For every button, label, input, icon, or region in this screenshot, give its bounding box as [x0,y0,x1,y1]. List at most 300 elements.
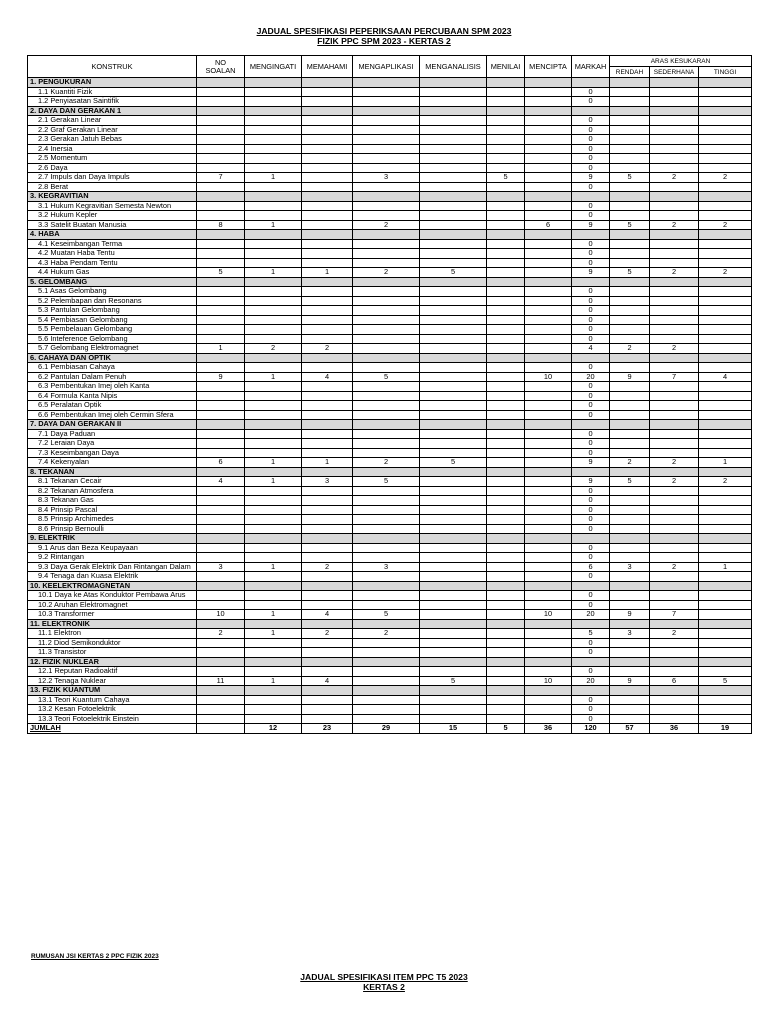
value-cell [699,629,752,639]
value-cell [302,496,353,506]
section-cell [487,230,525,240]
value-cell: 0 [572,211,610,221]
value-cell [699,116,752,126]
value-cell: 3 [302,477,353,487]
value-cell: 2 [650,458,699,468]
section-cell [487,657,525,667]
value-cell [610,334,650,344]
header-mencipta: MENCIPTA [525,56,572,78]
value-cell [610,315,650,325]
value-cell [610,116,650,126]
section-cell [420,192,487,202]
value-cell [699,382,752,392]
value-cell: 9 [610,676,650,686]
table-row [28,287,752,297]
value-cell [699,524,752,534]
section-cell [197,230,245,240]
value-cell [610,429,650,439]
section-cell [699,277,752,287]
section-cell [650,686,699,696]
value-cell [487,306,525,316]
section-cell [420,686,487,696]
value-cell: 0 [572,714,610,724]
value-cell [302,410,353,420]
value-cell [525,591,572,601]
section-cell [650,420,699,430]
value-cell [699,239,752,249]
section-cell [420,230,487,240]
value-cell [245,600,302,610]
value-cell [420,410,487,420]
total-cell: 12 [245,724,302,734]
value-cell [650,125,699,135]
value-cell [650,97,699,107]
value-cell [525,524,572,534]
table-row [28,600,752,610]
value-cell [610,515,650,525]
value-cell [699,87,752,97]
section-cell [699,619,752,629]
value-cell [302,705,353,715]
value-cell [420,600,487,610]
value-cell [197,258,245,268]
value-cell: 4 [699,372,752,382]
section-row [28,657,752,667]
total-label: JUMLAH [28,724,197,734]
value-cell [487,629,525,639]
value-cell [610,306,650,316]
value-cell [650,201,699,211]
section-cell [525,192,572,202]
value-cell [197,695,245,705]
value-cell [420,429,487,439]
value-cell [487,401,525,411]
value-cell [699,439,752,449]
value-cell [650,410,699,420]
value-cell [245,553,302,563]
value-cell [302,287,353,297]
table-row [28,543,752,553]
section-cell [572,467,610,477]
value-cell [487,515,525,525]
total-cell: 19 [699,724,752,734]
value-cell [699,154,752,164]
section-title: 9. ELEKTRIK [28,534,197,544]
value-cell [487,477,525,487]
value-cell [353,97,420,107]
konstruk-cell: 6.1 Pembiasan Cahaya [28,363,197,373]
value-cell [245,97,302,107]
section-cell [353,534,420,544]
value-cell [197,410,245,420]
section-cell [610,230,650,240]
value-cell [353,287,420,297]
section-cell [197,534,245,544]
value-cell [699,600,752,610]
value-cell: 9 [572,220,610,230]
value-cell [650,325,699,335]
konstruk-cell: 5.3 Pantulan Gelombang [28,306,197,316]
table-row [28,448,752,458]
value-cell [245,448,302,458]
value-cell [302,144,353,154]
value-cell [420,154,487,164]
value-cell [487,562,525,572]
value-cell [650,116,699,126]
value-cell: 2 [353,629,420,639]
value-cell [699,334,752,344]
section-title: 12. FIZIK NUKLEAR [28,657,197,667]
section-title: 8. TEKANAN [28,467,197,477]
konstruk-cell: 7.2 Leraian Daya [28,439,197,449]
table-row [28,695,752,705]
value-cell: 2 [353,458,420,468]
value-cell: 5 [610,477,650,487]
value-cell: 0 [572,163,610,173]
value-cell [525,439,572,449]
section-cell [487,686,525,696]
value-cell [610,211,650,221]
table-row [28,477,752,487]
konstruk-cell: 4.3 Haba Pendam Tentu [28,258,197,268]
value-cell [302,714,353,724]
value-cell [699,296,752,306]
value-cell: 0 [572,125,610,135]
section-cell [197,420,245,430]
value-cell: 0 [572,401,610,411]
value-cell [487,572,525,582]
value-cell [302,87,353,97]
value-cell [650,591,699,601]
value-cell: 0 [572,97,610,107]
value-cell: 3 [353,562,420,572]
value-cell [487,648,525,658]
value-cell [353,505,420,515]
value-cell [699,638,752,648]
value-cell [197,429,245,439]
value-cell [302,600,353,610]
konstruk-cell: 13.2 Kesan Fotoelektrik [28,705,197,715]
konstruk-cell: 2.7 Impuls dan Daya Impuls [28,173,197,183]
bottom-title: JADUAL SPESIFIKASI ITEM PPC T5 2023 [300,972,468,982]
section-cell [572,78,610,88]
value-cell [699,572,752,582]
value-cell [525,629,572,639]
section-cell [302,657,353,667]
table-row [28,610,752,620]
total-row [28,724,752,734]
section-cell [650,657,699,667]
value-cell [487,363,525,373]
value-cell [353,382,420,392]
table-row [28,211,752,221]
value-cell: 5 [353,610,420,620]
value-cell [245,315,302,325]
value-cell: 0 [572,135,610,145]
konstruk-cell: 3.1 Hukum Kegravitian Semesta Newton [28,201,197,211]
section-cell [420,657,487,667]
value-cell [420,524,487,534]
value-cell [525,296,572,306]
value-cell [420,135,487,145]
value-cell [197,163,245,173]
value-cell [245,363,302,373]
value-cell [302,220,353,230]
value-cell [650,429,699,439]
section-cell [572,420,610,430]
value-cell: 5 [572,629,610,639]
value-cell [197,572,245,582]
value-cell: 0 [572,154,610,164]
section-cell [245,353,302,363]
section-cell [487,192,525,202]
value-cell [610,249,650,259]
value-cell [525,363,572,373]
section-cell [197,78,245,88]
value-cell [610,163,650,173]
konstruk-cell: 2.4 Inersia [28,144,197,154]
value-cell [610,486,650,496]
footer-note: RUMUSAN JSI KERTAS 2 PPC FIZIK 2023 [31,953,159,960]
header-menganalisis: MENGANALISIS [420,56,487,78]
value-cell [420,505,487,515]
value-cell [610,201,650,211]
value-cell [353,638,420,648]
value-cell: 9 [610,372,650,382]
value-cell [650,705,699,715]
section-cell [525,230,572,240]
value-cell [610,258,650,268]
section-cell [302,230,353,240]
value-cell [353,543,420,553]
value-cell [245,334,302,344]
value-cell [353,334,420,344]
section-cell [245,686,302,696]
section-cell [572,581,610,591]
value-cell [245,486,302,496]
value-cell [525,249,572,259]
value-cell: 0 [572,287,610,297]
value-cell: 1 [197,344,245,354]
section-cell [525,467,572,477]
value-cell [245,325,302,335]
value-cell [302,239,353,249]
value-cell [699,135,752,145]
value-cell [610,401,650,411]
value-cell: 1 [245,372,302,382]
konstruk-cell: 2.5 Momentum [28,154,197,164]
section-cell [525,657,572,667]
value-cell [245,572,302,582]
section-cell [245,277,302,287]
total-cell: 15 [420,724,487,734]
value-cell [353,496,420,506]
section-title: 5. GELOMBANG [28,277,197,287]
section-cell [525,420,572,430]
section-cell [420,581,487,591]
value-cell [487,87,525,97]
value-cell: 1 [245,610,302,620]
value-cell [487,315,525,325]
value-cell [610,638,650,648]
value-cell [353,676,420,686]
value-cell [302,182,353,192]
section-cell [197,467,245,477]
value-cell: 2 [245,344,302,354]
value-cell: 2 [650,173,699,183]
value-cell [353,144,420,154]
value-cell [302,543,353,553]
value-cell [487,249,525,259]
value-cell [487,211,525,221]
table-row [28,638,752,648]
value-cell [420,201,487,211]
value-cell [245,705,302,715]
section-cell [572,619,610,629]
value-cell [610,705,650,715]
value-cell [610,505,650,515]
value-cell [610,287,650,297]
value-cell [487,239,525,249]
value-cell [353,515,420,525]
value-cell [197,334,245,344]
value-cell [420,629,487,639]
value-cell: 1 [302,458,353,468]
value-cell [302,667,353,677]
value-cell [699,182,752,192]
value-cell: 2 [302,344,353,354]
value-cell [699,496,752,506]
table-row [28,363,752,373]
value-cell [420,591,487,601]
value-cell [353,439,420,449]
value-cell [610,325,650,335]
section-cell [353,657,420,667]
value-cell [650,334,699,344]
value-cell [525,515,572,525]
konstruk-cell: 4.4 Hukum Gas [28,268,197,278]
konstruk-cell: 11.1 Elektron [28,629,197,639]
value-cell: 0 [572,363,610,373]
value-cell [650,287,699,297]
value-cell [650,486,699,496]
value-cell [197,486,245,496]
value-cell [699,363,752,373]
value-cell: 0 [572,249,610,259]
value-cell [197,714,245,724]
table-row [28,173,752,183]
value-cell [420,439,487,449]
section-cell [197,657,245,667]
value-cell [525,477,572,487]
value-cell [302,163,353,173]
value-cell [699,648,752,658]
value-cell [245,524,302,534]
value-cell [699,144,752,154]
value-cell: 10 [197,610,245,620]
value-cell [525,239,572,249]
value-cell [525,182,572,192]
header-aras-kesukaran: ARAS KESUKARAN [610,56,752,67]
section-cell [302,686,353,696]
value-cell: 5 [699,676,752,686]
total-cell: 120 [572,724,610,734]
section-cell [572,534,610,544]
value-cell [525,116,572,126]
value-cell [525,325,572,335]
value-cell [353,553,420,563]
header-markah: MARKAH [572,56,610,78]
section-cell [420,277,487,287]
konstruk-cell: 10.2 Aruhan Elektromagnet [28,600,197,610]
document-title: JADUAL SPESIFIKASI PEPERIKSAAN PERCUBAAN SPM 2023 [256,26,512,36]
table-row [28,515,752,525]
value-cell [610,296,650,306]
value-cell: 2 [302,629,353,639]
value-cell [197,496,245,506]
section-cell [353,78,420,88]
value-cell [610,154,650,164]
table-body [28,78,752,734]
value-cell: 0 [572,201,610,211]
section-cell [610,534,650,544]
value-cell [197,87,245,97]
value-cell [525,344,572,354]
value-cell [487,182,525,192]
table-row [28,344,752,354]
value-cell [610,125,650,135]
table-row [28,296,752,306]
table-row [28,439,752,449]
section-cell [197,353,245,363]
value-cell [197,439,245,449]
value-cell [699,125,752,135]
section-cell [610,192,650,202]
value-cell [197,401,245,411]
value-cell [650,249,699,259]
value-cell: 0 [572,258,610,268]
value-cell: 11 [197,676,245,686]
value-cell [610,363,650,373]
header-mengingati: MENGINGATI [245,56,302,78]
value-cell [245,154,302,164]
value-cell: 9 [572,477,610,487]
value-cell [197,553,245,563]
value-cell [650,296,699,306]
table-row [28,163,752,173]
value-cell: 1 [245,458,302,468]
section-cell [245,534,302,544]
total-cell [197,724,245,734]
value-cell: 5 [420,676,487,686]
value-cell [353,695,420,705]
value-cell: 1 [245,676,302,686]
value-cell [245,591,302,601]
value-cell: 0 [572,543,610,553]
value-cell [650,572,699,582]
section-cell [572,192,610,202]
value-cell [525,714,572,724]
section-cell [699,686,752,696]
value-cell: 0 [572,87,610,97]
value-cell [353,201,420,211]
value-cell [525,638,572,648]
value-cell [610,391,650,401]
konstruk-cell: 8.4 Prinsip Pascal [28,505,197,515]
value-cell: 5 [487,173,525,183]
section-cell [302,467,353,477]
section-cell [610,353,650,363]
